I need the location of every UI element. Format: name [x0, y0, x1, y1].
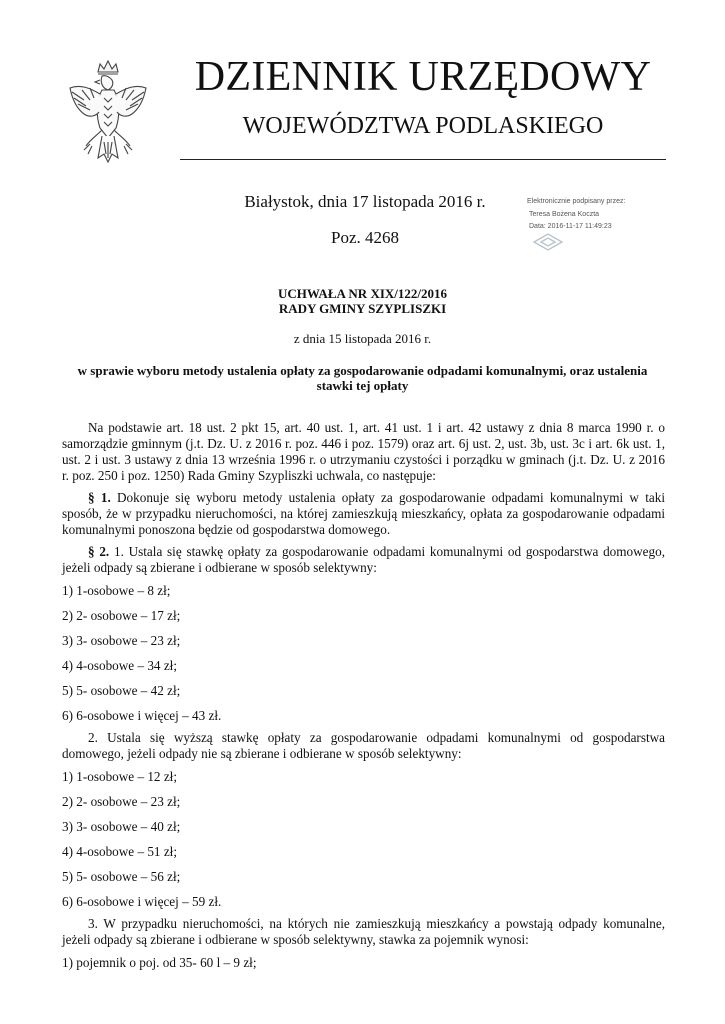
- list-item: 1) 1-osobowe – 8 zł;: [62, 583, 171, 598]
- header-rule: [180, 159, 666, 160]
- paragraph-2-2: 2. Ustala się wyższą stawkę opłaty za gospodarowanie odpadami komunalnymi od gospodarstwa domowego, jeżeli odpady nie są zbierane i odbierane w sposób selektywny:: [62, 730, 665, 761]
- signature-label: Elektronicznie podpisany przez:: [527, 198, 626, 205]
- signature-seal-icon: [531, 232, 565, 252]
- list-item: 1) pojemnik o poj. od 35- 60 l – 9 zł;: [62, 955, 257, 970]
- subject-line-1: w sprawie wyboru metody ustalenia opłaty za gospodarowanie odpadami komunalnymi, oraz ustalenia: [77, 363, 648, 378]
- journal-subtitle: WOJEWÓDZTWA PODLASKIEGO: [242, 113, 604, 139]
- resolution-body: [62, 420, 665, 971]
- resolution-date: z dnia 15 listopada 2016 r.: [293, 331, 432, 346]
- signature-signer: Teresa Bożena Koczta: [529, 211, 600, 218]
- section-mark-1: § 1.: [88, 490, 111, 505]
- list-item: 3) 3- osobowe – 40 zł;: [62, 819, 181, 834]
- preamble: Na podstawie art. 18 ust. 2 pkt 15, art. 40 ust. 1, art. 41 ust. 1 i art. 42 ustawy z dnia 8 marca 1990 r. o samorządzie gminnym (j.t. Dz. U. z 2016 r. poz. 446 i poz. 1579) oraz art. 6j ust. 2, ust. 3b, ust. 3c i art. 6k ust. 1, ust. 2 i ust. 3 ustawy z dnia 13 września 1996 r. o utrzymaniu czystości i porządku w gminach (j.t. Dz. U. z 2016 r. poz. 250 i poz. 1250) Rada Gminy Szypliszki uchwala, co następuje:: [62, 420, 665, 483]
- electronic-signature: [523, 196, 663, 256]
- list-item: 3) 3- osobowe – 23 zł;: [62, 633, 181, 648]
- list-item: 5) 5- osobowe – 42 zł;: [62, 683, 181, 698]
- list-item: 4) 4-osobowe – 34 zł;: [62, 658, 178, 673]
- resolution-council: RADY GMINY SZYPLISZKI: [278, 301, 447, 316]
- list-item: 6) 6-osobowe i więcej – 59 zł.: [62, 894, 222, 909]
- paragraph-2-3: 3. W przypadku nieruchomości, na których nie zamieszkują mieszkańcy a powstają odpady komunalne, jeżeli odpady są zbierane i odbierane w sposób selektywny, stawka za pojemnik wynosi:: [62, 916, 665, 947]
- section-mark-2: § 2.: [88, 544, 110, 559]
- signature-date: Data: 2016-11-17 11:49:23: [529, 223, 612, 230]
- position-number: Poz. 4268: [331, 228, 399, 247]
- list-item: 6) 6-osobowe i więcej – 43 zł.: [62, 708, 222, 723]
- paragraph-2: [62, 544, 665, 576]
- container-rate-list: [62, 955, 665, 971]
- list-item: 4) 4-osobowe – 51 zł;: [62, 844, 178, 859]
- resolution-number: UCHWAŁA NR XIX/122/2016: [277, 286, 447, 301]
- paragraph-2-text: 1. Ustala się stawkę opłaty za gospodarowanie odpadami komunalnymi od gospodarstwa domowego, jeżeli odpady są zbierane i odbierane w sposób selektywny:: [62, 544, 665, 575]
- list-item: 5) 5- osobowe – 56 zł;: [62, 869, 181, 884]
- rate-list-non-selective: [62, 769, 665, 910]
- journal-title: DZIENNIK URZĘDOWY: [194, 54, 652, 100]
- paragraph-1: [62, 490, 665, 538]
- place-and-date: Białystok, dnia 17 listopada 2016 r.: [244, 192, 486, 211]
- polish-eagle-emblem: [62, 58, 154, 168]
- subject-line-2: stawki tej opłaty: [316, 378, 409, 393]
- list-item: 1) 1-osobowe – 12 zł;: [62, 769, 178, 784]
- list-item: 2) 2- osobowe – 17 zł;: [62, 608, 181, 623]
- rate-list-selective: [62, 583, 665, 724]
- resolution-title: [40, 286, 685, 316]
- list-item: 2) 2- osobowe – 23 zł;: [62, 794, 181, 809]
- resolution-subject: [62, 363, 663, 393]
- paragraph-1-text: Dokonuje się wyboru metody ustalenia opłaty za gospodarowanie odpadami komunalnymi w taki sposób, że w przypadku nieruchomości, na której zamieszkują mieszkańcy, opłata za gospodarowanie odpadami komunalnymi ponoszona będzie od gospodarstwa domowego.: [62, 490, 665, 537]
